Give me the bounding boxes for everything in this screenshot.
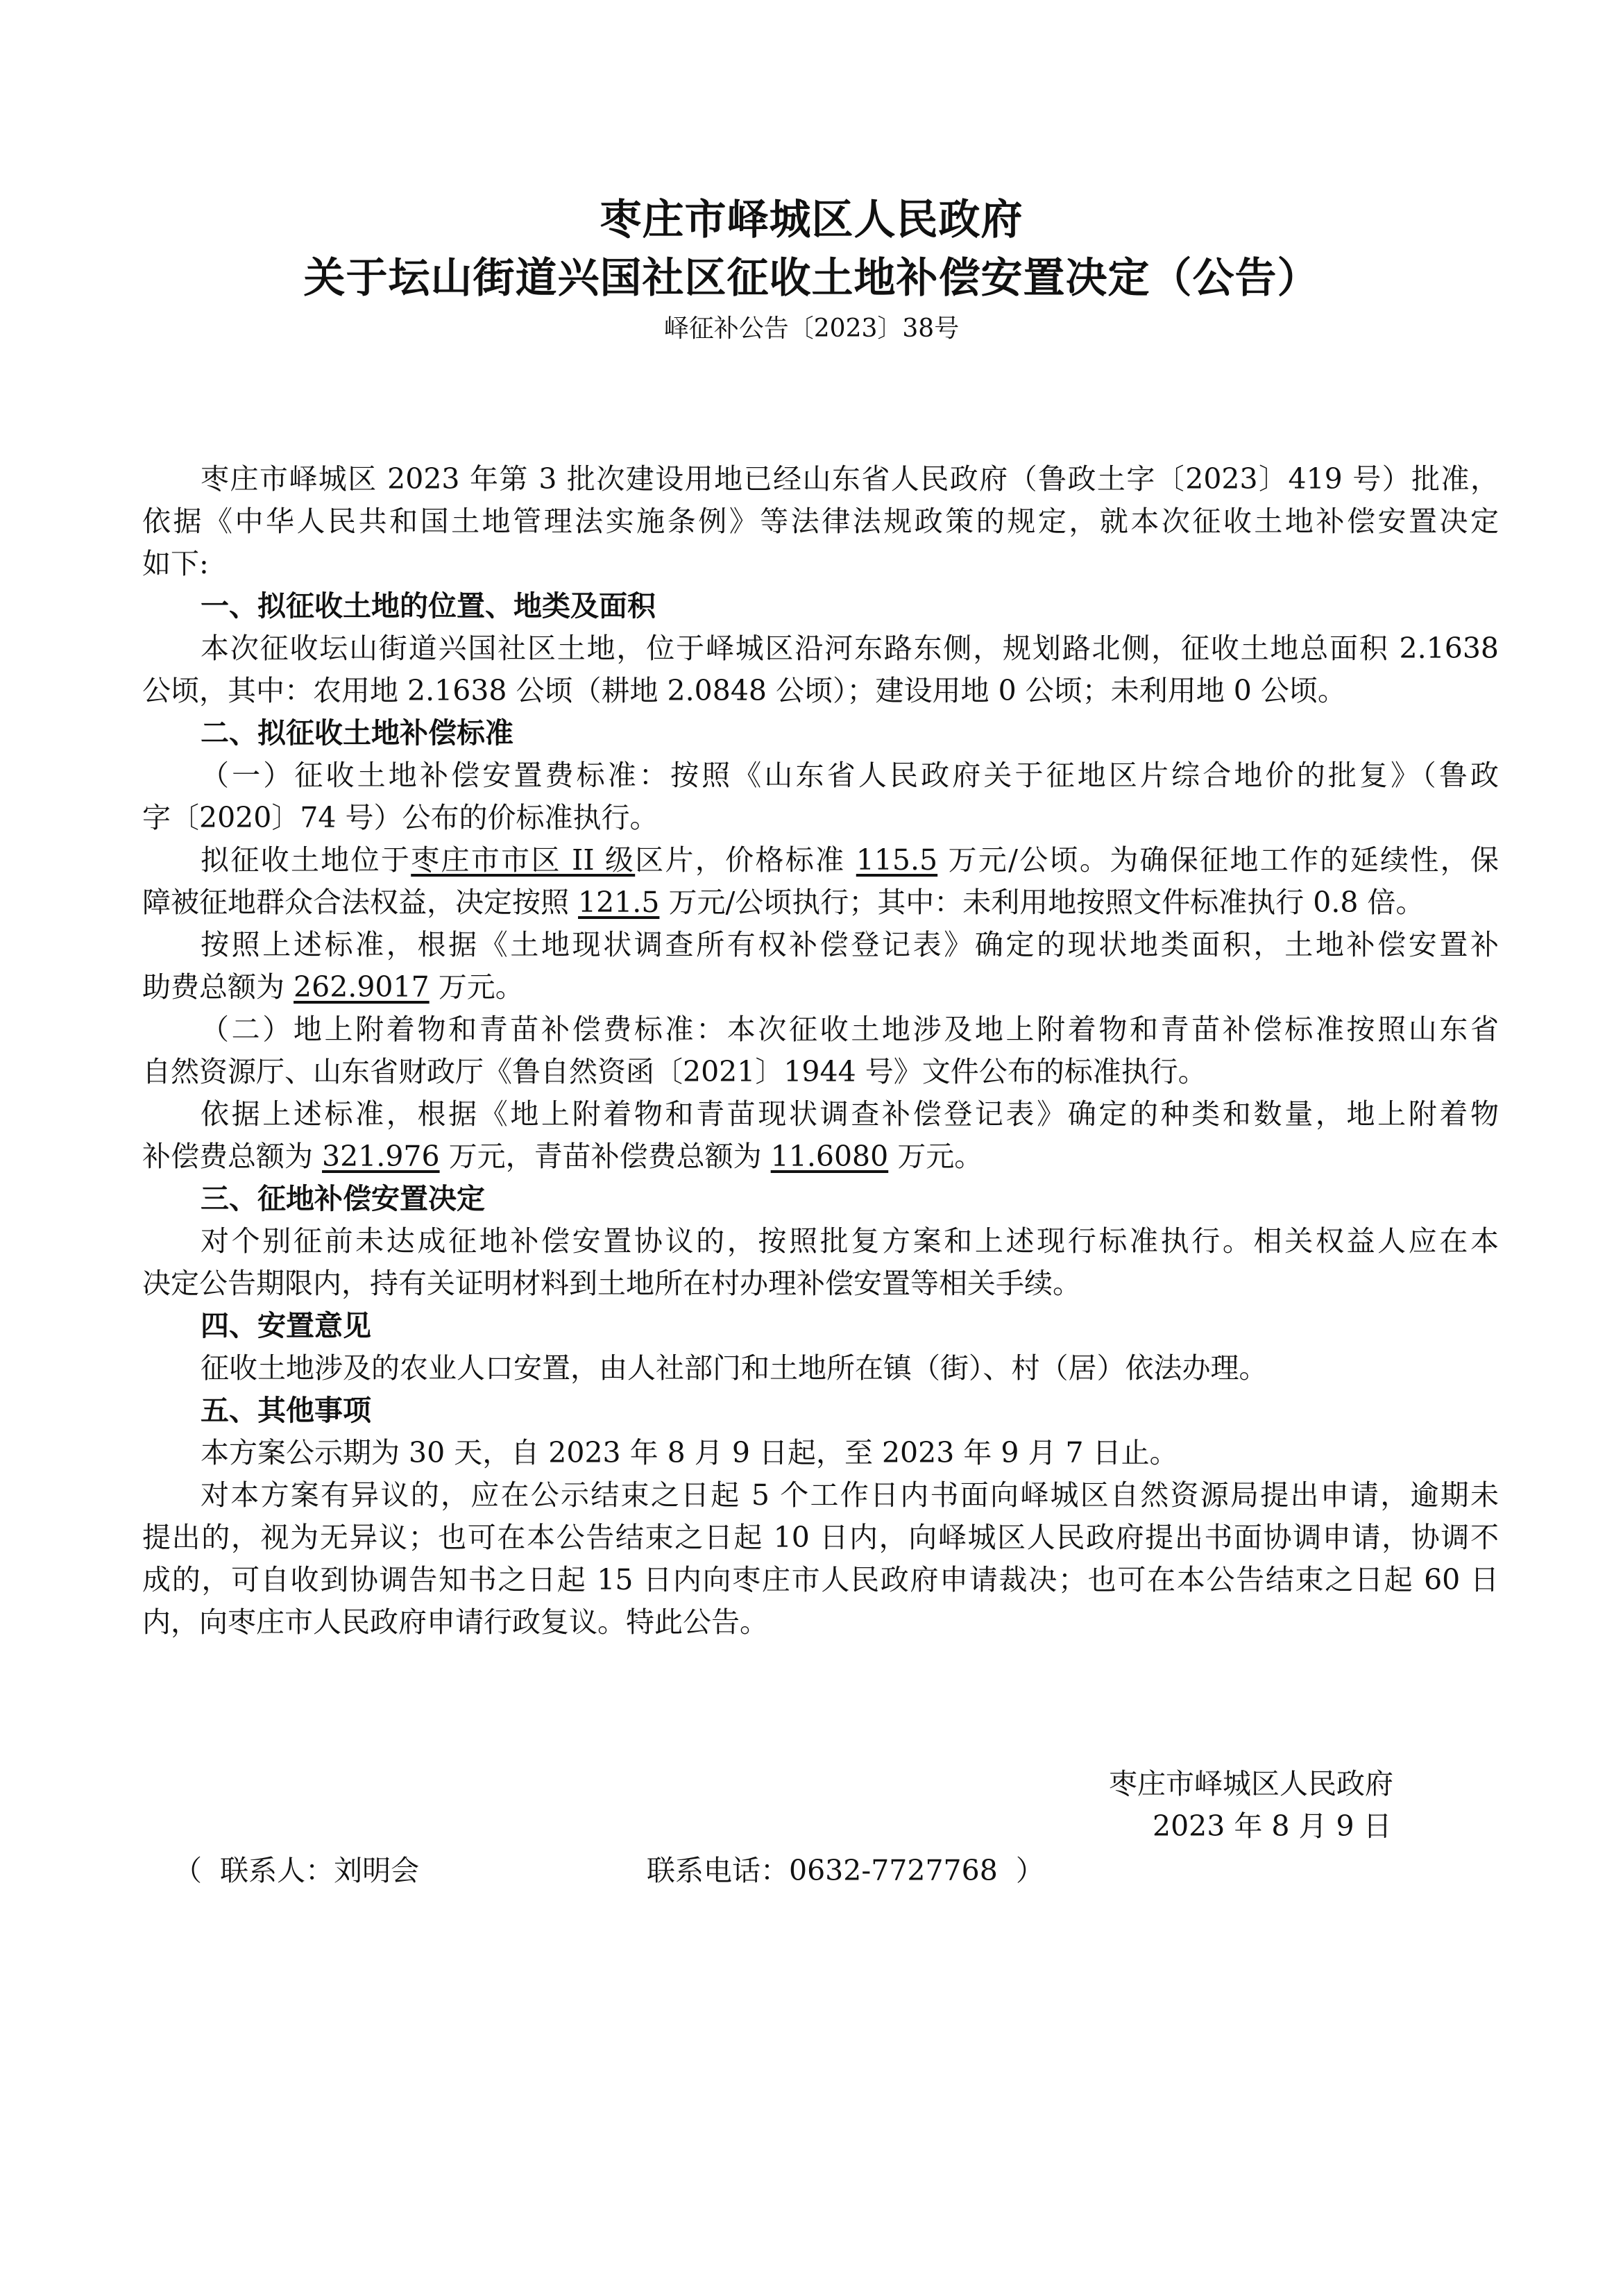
section-2-p2-line-1 [142, 839, 1499, 881]
land-compensation-total: 262.9017 [294, 970, 430, 1004]
text-segment: 补偿费总额为 [142, 1140, 323, 1173]
section-2-p1-line-2: 字〔2020〕74 号）公布的价标准执行。 [142, 801, 658, 834]
text-segment: 万元，青苗补偿费总额为 [439, 1140, 771, 1173]
section-3-heading: 三、征地补偿安置决定 [201, 1182, 485, 1215]
section-2-p3-line-2 [142, 966, 1499, 1008]
section-2-p5-line-2 [142, 1136, 1499, 1178]
section-2-p2-line-2 [142, 881, 1499, 924]
section-5-p2-line-2: 提出的，视为无异议；也可在本公告结束之日起 10 日内，向峄城区人民政府提出书面协调申请，协调不 [142, 1521, 1499, 1554]
text-segment: 助费总额为 [142, 970, 294, 1004]
signature-date: 2023 年 8 月 9 日 [1153, 1809, 1392, 1843]
text-segment: 区片，价格标准 [635, 843, 856, 877]
contact-phone: 联系电话：0632-7727768 ） [647, 1854, 1044, 1887]
price-standard: 115.5 [856, 843, 938, 877]
decided-price: 121.5 [578, 886, 660, 919]
section-5-heading: 五、其他事项 [201, 1394, 371, 1427]
section-5-line-1: 本方案公示期为 30 天，自 2023 年 8 月 9 日起，至 2023 年 9 月 7 日止。 [201, 1436, 1178, 1469]
text-segment: 万元。 [888, 1140, 983, 1173]
text-segment: 拟征收土地位于 [201, 843, 411, 877]
signature-organization: 枣庄市峄城区人民政府 [1109, 1767, 1393, 1800]
section-1-line-2: 公顷，其中：农用地 2.1638 公顷（耕地 2.0848 公顷）；建设用地 0 公顷；未利用地 0 公顷。 [142, 674, 1346, 707]
section-2-heading: 二、拟征收土地补偿标准 [201, 716, 513, 750]
section-5-p2-line-4: 内，向枣庄市人民政府申请行政复议。特此公告。 [142, 1605, 768, 1639]
section-4-heading: 四、安置意见 [201, 1309, 371, 1342]
crop-compensation-total: 11.6080 [770, 1140, 889, 1173]
document-number: 峄征补公告〔2023〕38号 [663, 314, 960, 343]
attachment-compensation-total: 321.976 [322, 1140, 440, 1173]
section-1-line-1: 本次征收坛山街道兴国社区土地，位于峄城区沿河东路东侧，规划路北侧，征收土地总面积 2.1638 [201, 632, 1499, 665]
section-1-heading: 一、拟征收土地的位置、地类及面积 [201, 589, 656, 623]
text-segment: 万元。 [429, 970, 524, 1004]
zone-level: 枣庄市市区 II 级 [411, 843, 636, 877]
contact-person: （ 联系人：刘明会 [173, 1854, 420, 1887]
section-5-p2-line-3: 成的，可自收到协调告知书之日起 15 日内向枣庄市人民政府申请裁决；也可在本公告结束之日起 60 日 [142, 1563, 1499, 1596]
document-title-line2: 关于坛山街道兴国社区征收土地补偿安置决定（公告） [303, 254, 1320, 303]
section-3-line-1: 对个别征前未达成征地补偿安置协议的，按照批复方案和上述现行标准执行。相关权益人应在本 [201, 1224, 1499, 1258]
text-segment: 万元/公顷。为确保征地工作的延续性，保 [937, 843, 1499, 877]
section-4-line-1: 征收土地涉及的农业人口安置，由人社部门和土地所在镇（街）、村（居）依法办理。 [201, 1351, 1268, 1385]
intro-line-3: 如下: [142, 547, 209, 580]
document-body [142, 458, 1499, 1644]
text-segment: 障被征地群众合法权益，决定按照 [142, 886, 579, 919]
section-5-p2-line-1: 对本方案有异议的，应在公示结束之日起 5 个工作日内书面向峄城区自然资源局提出申请，逾期未 [201, 1478, 1499, 1512]
intro-line-1: 枣庄市峄城区 2023 年第 3 批次建设用地已经山东省人民政府（鲁政土字〔2023〕419 号）批准， [201, 462, 1499, 496]
section-3-line-2: 决定公告期限内，持有关证明材料到土地所在村办理补偿安置等相关手续。 [142, 1267, 1081, 1300]
section-2-p1-line-1: （一）征收土地补偿安置费标准：按照《山东省人民政府关于征地区片综合地价的批复》（鲁政 [201, 759, 1499, 792]
section-2-p3-line-1: 按照上述标准，根据《土地现状调查所有权补偿登记表》确定的现状地类面积，土地补偿安置补 [201, 928, 1499, 961]
text-segment: 万元/公顷执行；其中：未利用地按照文件标准执行 0.8 倍。 [659, 886, 1425, 919]
section-2-p5-line-1: 依据上述标准，根据《地上附着物和青苗现状调查补偿登记表》确定的种类和数量，地上附着物 [201, 1097, 1499, 1131]
section-2-p4-line-1: （二）地上附着物和青苗补偿费标准：本次征收土地涉及地上附着物和青苗补偿标准按照山东省 [201, 1013, 1499, 1046]
section-2-p4-line-2: 自然资源厅、山东省财政厅《鲁自然资函〔2021〕1944 号》文件公布的标准执行。 [142, 1055, 1207, 1088]
document-title-line1: 枣庄市峄城区人民政府 [600, 196, 1023, 244]
intro-line-2: 依据《中华人民共和国土地管理法实施条例》等法律法规政策的规定，就本次征收土地补偿安置决定 [142, 505, 1499, 538]
